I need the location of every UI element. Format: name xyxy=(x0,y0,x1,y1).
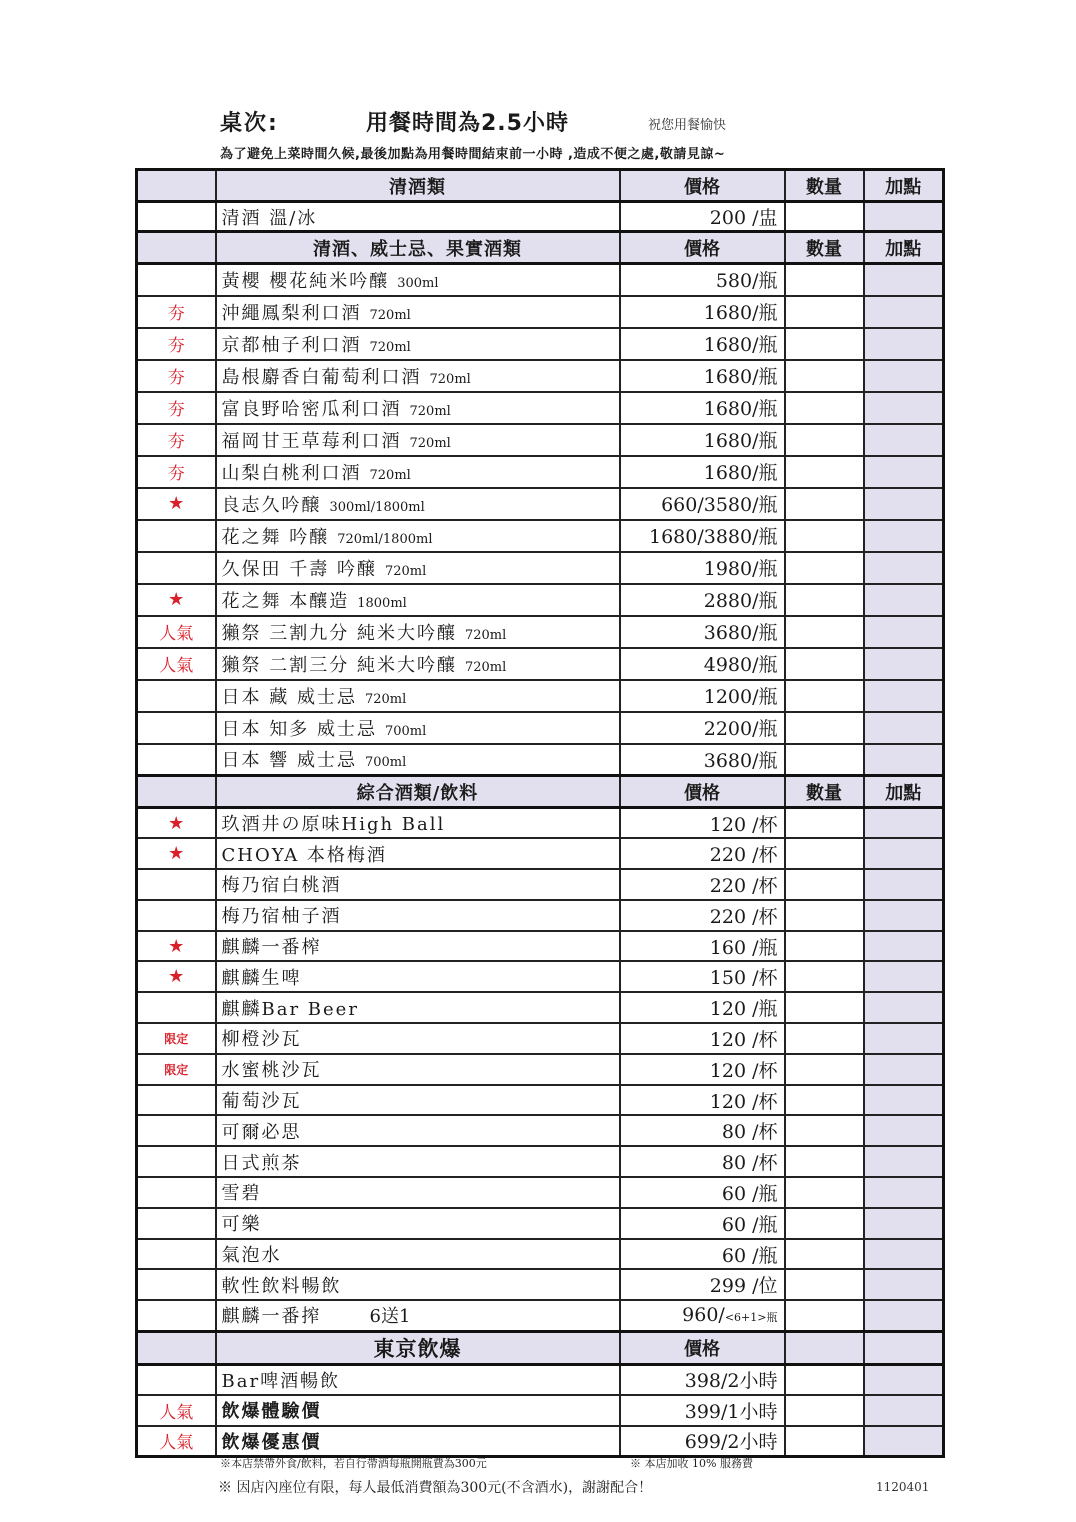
item-name: 麒麟一番搾 6送1 xyxy=(216,1300,620,1331)
item-name: 麒麟Bar Beer xyxy=(216,992,620,1023)
menu-row xyxy=(137,1054,944,1085)
item-name: 梅乃宿柚子酒 xyxy=(216,900,620,931)
badge-cell xyxy=(137,520,216,552)
outside-food-notice: ※本店禁帶外食/飲料，若自行帶酒每瓶開瓶費為300元 xyxy=(220,1457,487,1470)
menu-row xyxy=(137,992,944,1023)
item-price: 60 /瓶 xyxy=(620,1239,785,1270)
star-icon: ★ xyxy=(137,584,216,616)
item-name: 玖酒井の原味High Ball xyxy=(216,808,620,839)
menu-row xyxy=(137,328,944,360)
menu-row xyxy=(137,1364,944,1395)
qty-input-cell[interactable] xyxy=(785,456,864,488)
title-row xyxy=(0,104,1076,140)
item-price: 220 /杯 xyxy=(620,900,785,931)
star-icon: ★ xyxy=(137,931,216,962)
item-volume: 1800ml xyxy=(357,595,407,611)
item-price: 1980/瓶 xyxy=(620,552,785,584)
add-order-cell[interactable] xyxy=(864,424,944,456)
star-icon: ★ xyxy=(137,488,216,520)
menu-row xyxy=(137,1146,944,1177)
add-order-cell[interactable] xyxy=(864,712,944,744)
add-order-cell[interactable] xyxy=(864,1395,944,1426)
section-title: 東京飲爆 xyxy=(216,1331,620,1364)
item-price: 2200/瓶 xyxy=(620,712,785,744)
item-name: 葡萄沙瓦 xyxy=(216,1085,620,1116)
item-price: 80 /杯 xyxy=(620,1146,785,1177)
badge-header-cell xyxy=(137,170,216,202)
qty-input-cell[interactable] xyxy=(785,744,864,776)
wish-text: 祝您用餐愉快 xyxy=(648,118,727,133)
item-price: 3680/瓶 xyxy=(620,744,785,776)
item-name: 沖繩鳳梨利口酒 720ml xyxy=(216,296,620,328)
item-name: 富良野哈密瓜利口酒 720ml xyxy=(216,392,620,424)
qty-input-cell[interactable] xyxy=(785,1269,864,1300)
add-header: 加點 xyxy=(864,232,944,264)
add-order-cell[interactable] xyxy=(864,992,944,1023)
item-price: 1680/瓶 xyxy=(620,456,785,488)
badge-cell xyxy=(137,744,216,776)
limited-badge: 限定 xyxy=(137,1023,216,1054)
item-name: 麒麟生啤 xyxy=(216,961,620,992)
table-number-label: 桌次: xyxy=(220,111,279,136)
menu-row xyxy=(137,520,944,552)
qty-input-cell[interactable] xyxy=(785,838,864,869)
item-volume: 720ml xyxy=(464,627,507,643)
item-price: 1680/瓶 xyxy=(620,296,785,328)
item-price: 660/3580/瓶 xyxy=(620,488,785,520)
qty-input-cell[interactable] xyxy=(785,1395,864,1426)
item-name: 日本 知多 威士忌 700ml xyxy=(216,712,620,744)
item-price: 1680/瓶 xyxy=(620,392,785,424)
menu-row xyxy=(137,648,944,680)
qty-header: 數量 xyxy=(785,232,864,264)
add-order-cell[interactable] xyxy=(864,869,944,900)
item-price: 200 /盅 xyxy=(620,202,785,232)
add-order-cell[interactable] xyxy=(864,456,944,488)
qty-input-cell[interactable] xyxy=(785,961,864,992)
add-order-cell[interactable] xyxy=(864,931,944,962)
badge-cell xyxy=(137,1364,216,1395)
hot-badge: 夯 xyxy=(137,360,216,392)
popular-badge: 人氣 xyxy=(137,1426,216,1457)
qty-input-cell[interactable] xyxy=(785,712,864,744)
menu-row xyxy=(137,424,944,456)
menu-row xyxy=(137,202,944,232)
add-order-cell[interactable] xyxy=(864,1239,944,1270)
section-header-mixed-drinks xyxy=(137,776,944,808)
price-header: 價格 xyxy=(620,1331,785,1364)
item-price: 1680/3880/瓶 xyxy=(620,520,785,552)
qty-input-cell[interactable] xyxy=(785,1177,864,1208)
item-name: 日本 藏 威士忌 720ml xyxy=(216,680,620,712)
badge-cell xyxy=(137,869,216,900)
item-name: CHOYA 本格梅酒 xyxy=(216,838,620,869)
qty-input-cell[interactable] xyxy=(785,1146,864,1177)
qty-input-cell[interactable] xyxy=(785,1300,864,1331)
item-volume: 720ml xyxy=(409,403,451,419)
badge-header-cell xyxy=(137,232,216,264)
add-order-cell[interactable] xyxy=(864,360,944,392)
item-volume: 720ml xyxy=(369,339,411,355)
add-order-cell[interactable] xyxy=(864,1115,944,1146)
promo-text: 6送1 xyxy=(369,1306,411,1328)
qty-input-cell[interactable] xyxy=(785,931,864,962)
qty-input-cell[interactable] xyxy=(785,1364,864,1395)
badge-cell xyxy=(137,680,216,712)
item-name: Bar啤酒暢飲 xyxy=(216,1364,620,1395)
hot-badge: 夯 xyxy=(137,328,216,360)
limited-badge: 限定 xyxy=(137,1054,216,1085)
qty-input-cell[interactable] xyxy=(785,680,864,712)
menu-row xyxy=(137,712,944,744)
qty-input-cell[interactable] xyxy=(785,424,864,456)
menu-row xyxy=(137,264,944,296)
menu-row xyxy=(137,456,944,488)
item-name: 梅乃宿白桃酒 xyxy=(216,869,620,900)
qty-input-cell[interactable] xyxy=(785,520,864,552)
star-icon: ★ xyxy=(137,838,216,869)
menu-row xyxy=(137,1426,944,1457)
menu-row xyxy=(137,1239,944,1270)
add-order-cell[interactable] xyxy=(864,616,944,648)
item-volume: 720ml/1800ml xyxy=(337,531,433,547)
hot-badge: 夯 xyxy=(137,296,216,328)
add-order-cell[interactable] xyxy=(864,264,944,296)
add-header: 加點 xyxy=(864,170,944,202)
badge-cell xyxy=(137,900,216,931)
item-name: 福岡甘王草莓利口酒 720ml xyxy=(216,424,620,456)
add-order-cell[interactable] xyxy=(864,202,944,232)
menu-row xyxy=(137,616,944,648)
dining-time-title: 用餐時間為2.5小時 xyxy=(366,111,569,136)
add-header: 加點 xyxy=(864,776,944,808)
item-volume: 700ml xyxy=(364,755,407,771)
qty-input-cell[interactable] xyxy=(785,264,864,296)
item-volume: 720ml xyxy=(364,691,407,707)
service-charge-notice: ※ 本店加收 10% 服務費 xyxy=(630,1457,753,1470)
item-name: 水蜜桃沙瓦 xyxy=(216,1054,620,1085)
menu-row xyxy=(137,680,944,712)
item-price: 120 /杯 xyxy=(620,1054,785,1085)
badge-cell xyxy=(137,1177,216,1208)
item-volume: 700ml xyxy=(384,723,427,739)
item-name: 獺祭 二割三分 純米大吟釀 720ml xyxy=(216,648,620,680)
badge-cell xyxy=(137,992,216,1023)
badge-cell xyxy=(137,1239,216,1270)
hot-badge: 夯 xyxy=(137,456,216,488)
add-order-cell[interactable] xyxy=(864,584,944,616)
item-volume: 300ml/1800ml xyxy=(329,499,425,515)
add-order-cell[interactable] xyxy=(864,328,944,360)
popular-badge: 人氣 xyxy=(137,648,216,680)
qty-input-cell[interactable] xyxy=(785,1054,864,1085)
item-volume: 300ml xyxy=(397,275,439,291)
add-order-cell[interactable] xyxy=(864,1300,944,1331)
menu-row xyxy=(137,1395,944,1426)
item-volume: 720ml xyxy=(409,435,451,451)
qty-input-cell[interactable] xyxy=(785,1426,864,1457)
menu-row xyxy=(137,488,944,520)
menu-row xyxy=(137,931,944,962)
qty-input-cell[interactable] xyxy=(785,488,864,520)
add-order-cell[interactable] xyxy=(864,392,944,424)
qty-input-cell[interactable] xyxy=(785,296,864,328)
menu-row xyxy=(137,961,944,992)
item-name: 麒麟一番榨 xyxy=(216,931,620,962)
item-price: 150 /杯 xyxy=(620,961,785,992)
item-price: 960/<6+1>瓶 xyxy=(620,1300,785,1331)
badge-cell xyxy=(137,1269,216,1300)
item-price: 4980/瓶 xyxy=(620,648,785,680)
item-price: 699/2小時 xyxy=(620,1426,785,1457)
qty-input-cell[interactable] xyxy=(785,869,864,900)
item-price: 220 /杯 xyxy=(620,838,785,869)
item-name: 花之舞 吟醸 720ml/1800ml xyxy=(216,520,620,552)
add-order-cell[interactable] xyxy=(864,1023,944,1054)
item-name: 雪碧 xyxy=(216,1177,620,1208)
menu-row xyxy=(137,360,944,392)
section-header-sake xyxy=(137,170,944,202)
menu-row xyxy=(137,1115,944,1146)
add-order-cell[interactable] xyxy=(864,808,944,839)
popular-badge: 人氣 xyxy=(137,1395,216,1426)
item-price: 120 /杯 xyxy=(620,1085,785,1116)
item-name: 島根麝香白葡萄利口酒 720ml xyxy=(216,360,620,392)
item-name: 可樂 xyxy=(216,1208,620,1239)
price-unit: <6+1>瓶 xyxy=(724,1311,778,1325)
item-name: 花之舞 本釀造 1800ml xyxy=(216,584,620,616)
item-name: 柳橙沙瓦 xyxy=(216,1023,620,1054)
add-order-cell[interactable] xyxy=(864,1426,944,1457)
item-name: 清酒 溫/冰 xyxy=(216,202,620,232)
hot-badge: 夯 xyxy=(137,392,216,424)
badge-header-cell xyxy=(137,1331,216,1364)
qty-input-cell[interactable] xyxy=(785,648,864,680)
qty-input-cell[interactable] xyxy=(785,1085,864,1116)
qty-input-cell[interactable] xyxy=(785,992,864,1023)
add-order-cell[interactable] xyxy=(864,900,944,931)
item-price: 80 /杯 xyxy=(620,1115,785,1146)
badge-cell xyxy=(137,1115,216,1146)
qty-header: 數量 xyxy=(785,776,864,808)
add-order-cell[interactable] xyxy=(864,488,944,520)
add-order-cell[interactable] xyxy=(864,680,944,712)
item-price: 220 /杯 xyxy=(620,869,785,900)
item-price: 60 /瓶 xyxy=(620,1177,785,1208)
badge-cell xyxy=(137,264,216,296)
menu-row xyxy=(137,584,944,616)
qty-input-cell[interactable] xyxy=(785,1239,864,1270)
item-name: 飲爆優惠價 xyxy=(216,1426,620,1457)
add-order-cell[interactable] xyxy=(864,296,944,328)
menu-row xyxy=(137,808,944,839)
section-title: 清酒類 xyxy=(216,170,620,202)
item-price: 160 /瓶 xyxy=(620,931,785,962)
add-order-cell[interactable] xyxy=(864,648,944,680)
item-price: 1200/瓶 xyxy=(620,680,785,712)
drinks-menu-table xyxy=(135,168,945,1458)
qty-input-cell[interactable] xyxy=(785,616,864,648)
menu-row xyxy=(137,744,944,776)
add-order-cell[interactable] xyxy=(864,1364,944,1395)
qty-input-cell[interactable] xyxy=(785,328,864,360)
add-order-cell[interactable] xyxy=(864,520,944,552)
qty-header-empty xyxy=(785,1331,864,1364)
qty-input-cell[interactable] xyxy=(785,584,864,616)
menu-row xyxy=(137,1023,944,1054)
menu-row xyxy=(137,1300,944,1331)
qty-input-cell[interactable] xyxy=(785,808,864,839)
badge-cell xyxy=(137,712,216,744)
item-name: 氣泡水 xyxy=(216,1239,620,1270)
menu-row xyxy=(137,1208,944,1239)
badge-cell xyxy=(137,1208,216,1239)
badge-cell xyxy=(137,202,216,232)
badge-header-cell xyxy=(137,776,216,808)
item-price: 60 /瓶 xyxy=(620,1208,785,1239)
item-price: 398/2小時 xyxy=(620,1364,785,1395)
star-icon: ★ xyxy=(137,961,216,992)
menu-row xyxy=(137,1177,944,1208)
star-icon: ★ xyxy=(137,808,216,839)
hot-badge: 夯 xyxy=(137,424,216,456)
add-order-cell[interactable] xyxy=(864,744,944,776)
badge-cell xyxy=(137,552,216,584)
add-order-cell[interactable] xyxy=(864,1269,944,1300)
add-header-empty xyxy=(864,1331,944,1364)
item-price: 120 /杯 xyxy=(620,1023,785,1054)
item-volume: 720ml xyxy=(464,659,507,675)
qty-input-cell[interactable] xyxy=(785,1208,864,1239)
qty-input-cell[interactable] xyxy=(785,552,864,584)
item-price: 1680/瓶 xyxy=(620,328,785,360)
item-name: 山梨白桃利口酒 720ml xyxy=(216,456,620,488)
add-order-cell[interactable] xyxy=(864,1085,944,1116)
menu-row xyxy=(137,296,944,328)
item-price: 1680/瓶 xyxy=(620,360,785,392)
minimum-charge-notice: ※ 因店內座位有限，每人最低消費額為300元(不含酒水)，謝謝配合！ xyxy=(218,1480,653,1496)
section-title: 清酒、威士忌、果實酒類 xyxy=(216,232,620,264)
item-name: 獺祭 三割九分 純米大吟釀 720ml xyxy=(216,616,620,648)
item-name: 日本 響 威士忌 700ml xyxy=(216,744,620,776)
item-price: 1680/瓶 xyxy=(620,424,785,456)
item-name: 日式煎茶 xyxy=(216,1146,620,1177)
badge-cell xyxy=(137,1085,216,1116)
price-header: 價格 xyxy=(620,170,785,202)
menu-version-code: 1120401 xyxy=(876,1480,930,1494)
menu-row xyxy=(137,552,944,584)
add-order-cell[interactable] xyxy=(864,1208,944,1239)
item-volume: 720ml xyxy=(384,563,427,579)
section-title: 綜合酒類/飲料 xyxy=(216,776,620,808)
item-price: 299 /位 xyxy=(620,1269,785,1300)
add-order-cell[interactable] xyxy=(864,1146,944,1177)
item-price: 3680/瓶 xyxy=(620,616,785,648)
item-price: 580/瓶 xyxy=(620,264,785,296)
qty-header: 數量 xyxy=(785,170,864,202)
price-header: 價格 xyxy=(620,232,785,264)
section-header-sake-whisky-fruit xyxy=(137,232,944,264)
item-volume: 720ml xyxy=(369,307,411,323)
badge-cell xyxy=(137,1300,216,1331)
item-name: 久保田 千壽 吟醸 720ml xyxy=(216,552,620,584)
add-order-cell[interactable] xyxy=(864,552,944,584)
item-price: 120 /杯 xyxy=(620,808,785,839)
qty-input-cell[interactable] xyxy=(785,900,864,931)
badge-cell xyxy=(137,1146,216,1177)
section-header-tokyo-all-you-can-drink xyxy=(137,1331,944,1364)
item-name: 黃櫻 櫻花純米吟釀 300ml xyxy=(216,264,620,296)
item-volume: 720ml xyxy=(369,467,411,483)
item-price: 120 /瓶 xyxy=(620,992,785,1023)
add-order-cell[interactable] xyxy=(864,961,944,992)
menu-row xyxy=(137,392,944,424)
item-name: 飲爆體驗價 xyxy=(216,1395,620,1426)
qty-input-cell[interactable] xyxy=(785,392,864,424)
item-name: 可爾必思 xyxy=(216,1115,620,1146)
item-name: 良志久吟醸 300ml/1800ml xyxy=(216,488,620,520)
add-order-cell[interactable] xyxy=(864,1054,944,1085)
menu-row xyxy=(137,900,944,931)
item-price: 399/1小時 xyxy=(620,1395,785,1426)
menu-row xyxy=(137,1269,944,1300)
add-order-cell[interactable] xyxy=(864,1177,944,1208)
popular-badge: 人氣 xyxy=(137,616,216,648)
menu-row xyxy=(137,1085,944,1116)
last-order-notice: 為了避免上菜時間久候,最後加點為用餐時間結束前一小時 ,造成不便之處,敬請見諒~ xyxy=(220,147,726,162)
qty-input-cell[interactable] xyxy=(785,202,864,232)
add-order-cell[interactable] xyxy=(864,838,944,869)
qty-input-cell[interactable] xyxy=(785,1023,864,1054)
item-name: 軟性飲料暢飲 xyxy=(216,1269,620,1300)
price-header: 價格 xyxy=(620,776,785,808)
item-volume: 720ml xyxy=(429,371,471,387)
item-name: 京都柚子利口酒 720ml xyxy=(216,328,620,360)
menu-row xyxy=(137,838,944,869)
menu-row xyxy=(137,869,944,900)
qty-input-cell[interactable] xyxy=(785,360,864,392)
qty-input-cell[interactable] xyxy=(785,1115,864,1146)
item-price: 2880/瓶 xyxy=(620,584,785,616)
